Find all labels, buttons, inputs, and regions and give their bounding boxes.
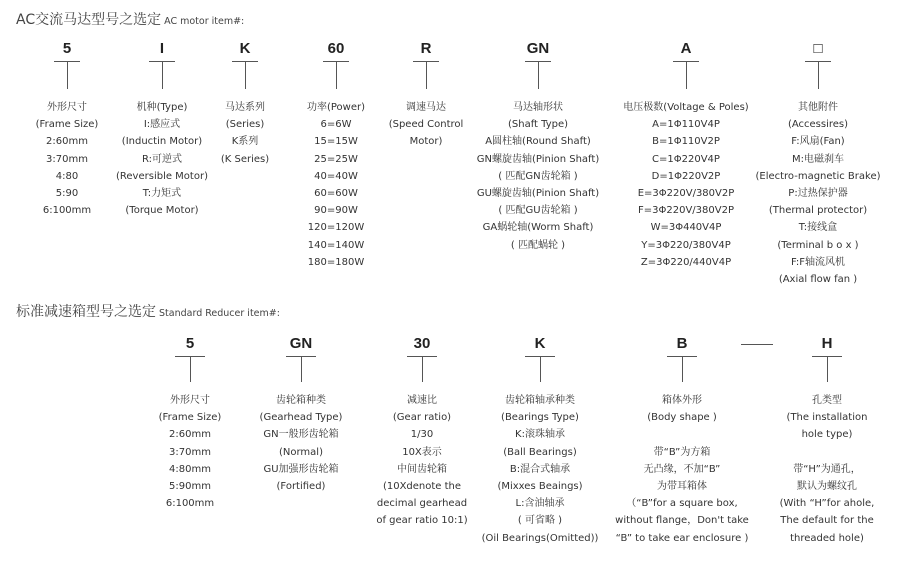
desc-line: F:风扇(Fan) bbox=[791, 136, 845, 148]
reducer-desc-bearings-type bbox=[465, 392, 615, 547]
desc-line: (With “H”for ahole, bbox=[779, 498, 875, 510]
desc-line: GA蜗轮轴(Worm Shaft) bbox=[482, 222, 594, 234]
ac-title-en: AC motor item#: bbox=[164, 16, 245, 27]
desc-line: 带“B”为方箱 bbox=[653, 446, 711, 458]
desc-line: B:混合式轴承 bbox=[509, 463, 571, 475]
desc-line: 3:70mm bbox=[169, 446, 211, 458]
ac-code-shaft-type: GN bbox=[526, 40, 550, 57]
desc-line: 40=40W bbox=[314, 170, 358, 182]
desc-line: (Fortified) bbox=[276, 480, 326, 492]
reducer-title-en: Standard Reducer item#: bbox=[159, 308, 280, 319]
ac-col-shaft-type bbox=[463, 40, 613, 254]
desc-line: M:电磁刹车 bbox=[792, 153, 844, 165]
reducer-bracket-frame-size bbox=[175, 356, 205, 382]
reducer-col-hole-type bbox=[752, 335, 900, 547]
desc-line: A圆柱轴(Round Shaft) bbox=[485, 136, 591, 148]
reducer-desc-body-shape bbox=[607, 392, 757, 547]
desc-line: 6:100mm bbox=[42, 205, 92, 217]
desc-line: C=1Φ220V4P bbox=[652, 153, 720, 165]
ac-col-voltage-poles bbox=[611, 40, 761, 271]
desc-line: (Oil Bearings(Omitted)) bbox=[481, 532, 599, 544]
desc-line: R:可逆式 bbox=[141, 153, 182, 165]
desc-line: 90=90W bbox=[314, 205, 358, 217]
desc-line: P:过热保护器 bbox=[788, 187, 848, 199]
desc-line: 默认为螺纹孔 bbox=[797, 480, 857, 492]
desc-line: (Frame Size) bbox=[158, 412, 222, 424]
reducer-bracket-bearings-type bbox=[525, 356, 555, 382]
desc-line: (Mixxes Beaings) bbox=[497, 480, 583, 492]
desc-line: 4:80mm bbox=[169, 463, 211, 475]
desc-line: Motor) bbox=[409, 136, 443, 148]
desc-line: (Ball Bearings) bbox=[503, 446, 577, 458]
desc-line: 10X表示 bbox=[402, 446, 442, 458]
desc-line: 功率(Power) bbox=[306, 102, 366, 113]
ac-col-accessories bbox=[743, 40, 893, 288]
desc-line: F:F轴流风机 bbox=[790, 256, 846, 268]
reducer-bracket-hole-type bbox=[812, 356, 842, 382]
desc-line: of gear ratio 10:1) bbox=[376, 515, 468, 527]
desc-line: without flange，Don't take bbox=[615, 515, 749, 527]
desc-line: K:滚珠轴承 bbox=[515, 429, 565, 441]
desc-line: T:力矩式 bbox=[142, 187, 182, 199]
desc-line: Z=3Φ220/440V4P bbox=[640, 256, 732, 268]
desc-line: (Inductin Motor) bbox=[121, 136, 203, 148]
desc-line: 齿轮箱种类 bbox=[276, 395, 326, 406]
desc-line: ( 可省略 ) bbox=[517, 515, 563, 527]
desc-line: The default for the bbox=[780, 515, 874, 527]
desc-line: 140=140W bbox=[307, 239, 365, 251]
desc-line: (Frame Size) bbox=[35, 119, 99, 131]
desc-line: 外形尺寸 bbox=[170, 395, 210, 406]
desc-line: 孔类型 bbox=[812, 395, 842, 406]
desc-line: 4:80 bbox=[55, 170, 79, 182]
desc-line: (Bearings Type) bbox=[501, 412, 579, 424]
desc-line: hole type) bbox=[801, 429, 853, 441]
desc-line: 机种(Type) bbox=[136, 102, 188, 113]
reducer-code-gear-ratio: 30 bbox=[413, 335, 431, 352]
reducer-bracket-gearhead-type bbox=[286, 356, 316, 382]
desc-line: (Thermal protector) bbox=[768, 205, 868, 217]
ac-desc-shaft-type bbox=[463, 99, 613, 254]
desc-line: 6:100mm bbox=[165, 498, 215, 510]
ac-code-accessories: □ bbox=[813, 40, 823, 57]
desc-line: “B” to take ear enclosure ) bbox=[615, 532, 749, 544]
desc-line: ( 匹配蜗轮 ) bbox=[510, 239, 566, 251]
desc-line: 其他附件 bbox=[798, 102, 838, 113]
reducer-section-title bbox=[16, 301, 280, 321]
desc-line: K系列 bbox=[231, 136, 259, 148]
desc-line: (K Series) bbox=[220, 153, 270, 165]
desc-line: (Gear ratio) bbox=[392, 412, 452, 424]
reducer-code-gearhead-type: GN bbox=[289, 335, 313, 352]
desc-line: B=1Φ110V2P bbox=[652, 136, 720, 148]
desc-line: (Reversible Motor) bbox=[116, 170, 208, 182]
reducer-col-bearings-type bbox=[465, 335, 615, 547]
ac-bracket-shaft-type bbox=[525, 61, 551, 89]
ac-section-title bbox=[16, 9, 244, 29]
desc-line: GN螺旋齿轴(Pinion Shaft) bbox=[476, 153, 600, 165]
desc-line: (Series) bbox=[225, 119, 265, 131]
desc-line: L:含油轴承 bbox=[515, 498, 565, 510]
desc-line: (Normal) bbox=[279, 446, 323, 458]
desc-line: GN一般形齿轮箱 bbox=[263, 429, 339, 441]
desc-line: 15=15W bbox=[314, 136, 358, 148]
desc-line: 3:70mm bbox=[46, 153, 88, 165]
desc-line: 120=120W bbox=[307, 222, 365, 234]
desc-line: D=1Φ220V2P bbox=[651, 170, 721, 182]
desc-line: T:接线盒 bbox=[798, 222, 838, 234]
desc-line: ( 匹配GN齿轮箱 ) bbox=[498, 170, 578, 182]
desc-line: 调速马达 bbox=[406, 102, 446, 113]
ac-desc-accessories bbox=[743, 99, 893, 288]
desc-line: 外形尺寸 bbox=[47, 102, 87, 113]
desc-line: ( 匹配GU齿轮箱 ) bbox=[498, 205, 578, 217]
desc-line: (Torque Motor) bbox=[125, 205, 199, 217]
desc-line: 6=6W bbox=[320, 119, 352, 131]
reducer-code-bearings-type: K bbox=[534, 335, 546, 352]
desc-line: 60=60W bbox=[314, 187, 358, 199]
desc-line: GU螺旋齿轴(Pinion Shaft) bbox=[476, 187, 600, 199]
desc-line: 5:90mm bbox=[169, 480, 211, 492]
desc-line: 25=25W bbox=[314, 153, 358, 165]
desc-line: 为带耳箱体 bbox=[657, 480, 707, 492]
ac-code-type: I bbox=[159, 40, 165, 57]
ac-bracket-power bbox=[323, 61, 349, 89]
desc-line: 中间齿轮箱 bbox=[397, 463, 447, 475]
ac-code-frame-size: 5 bbox=[62, 40, 72, 57]
ac-bracket-accessories bbox=[805, 61, 831, 89]
desc-line: 180=180W bbox=[307, 256, 365, 268]
reducer-code-frame-size: 5 bbox=[185, 335, 195, 352]
desc-line: 减速比 bbox=[407, 395, 437, 406]
ac-bracket-frame-size bbox=[54, 61, 80, 89]
desc-line: GU加强形齿轮箱 bbox=[263, 463, 339, 475]
ac-code-voltage-poles: A bbox=[680, 40, 692, 57]
ac-code-speed-control: R bbox=[420, 40, 432, 57]
desc-line: F=3Φ220V/380V2P bbox=[638, 205, 734, 217]
desc-line: (Shaft Type) bbox=[507, 119, 569, 131]
ac-code-power: 60 bbox=[327, 40, 345, 57]
desc-line: Y=3Φ220/380V4P bbox=[641, 239, 731, 251]
ac-bracket-series bbox=[232, 61, 258, 89]
desc-line: threaded hole) bbox=[790, 532, 864, 544]
desc-line: (Body shape ) bbox=[647, 412, 717, 424]
desc-line: 马达轴形状 bbox=[513, 102, 563, 113]
reducer-col-body-shape bbox=[607, 335, 757, 547]
desc-line: 2:60mm bbox=[46, 136, 88, 148]
desc-line: 2:60mm bbox=[169, 429, 211, 441]
desc-line: 马达系列 bbox=[225, 102, 265, 113]
desc-line: (The installation bbox=[786, 412, 868, 424]
desc-line: 齿轮箱轴承种类 bbox=[505, 395, 575, 406]
desc-line: (Axial flow fan ) bbox=[778, 273, 858, 285]
desc-line: decimal gearhead bbox=[376, 498, 468, 510]
desc-line: E=3Φ220V/380V2P bbox=[637, 187, 735, 199]
desc-line: (Speed Control bbox=[388, 119, 464, 131]
desc-line: 5:90 bbox=[55, 187, 79, 199]
ac-title-cn: AC交流马达型号之选定 bbox=[16, 12, 162, 28]
desc-line: A=1Φ110V4P bbox=[652, 119, 720, 131]
desc-line bbox=[752, 444, 900, 461]
desc-line: (Accessires) bbox=[787, 119, 849, 131]
desc-line: (Gearhead Type) bbox=[259, 412, 343, 424]
desc-line: 1/30 bbox=[410, 429, 434, 441]
desc-line: (Terminal b o x ) bbox=[777, 239, 859, 251]
ac-code-series: K bbox=[239, 40, 251, 57]
desc-line: 带“H”为通孔， bbox=[793, 463, 861, 475]
ac-bracket-voltage-poles bbox=[673, 61, 699, 89]
reducer-bracket-body-shape bbox=[667, 356, 697, 382]
desc-line: （“B”for a square box, bbox=[626, 498, 738, 510]
desc-line bbox=[607, 426, 757, 443]
reducer-code-hole-type: H bbox=[821, 335, 833, 352]
desc-line: W=3Φ440V4P bbox=[650, 222, 722, 234]
reducer-code-body-shape: B bbox=[676, 335, 688, 352]
desc-line: 无凸缘，不加“B” bbox=[643, 463, 721, 475]
desc-line: 箱体外形 bbox=[662, 395, 702, 406]
desc-line: 电压极数(Voltage & Poles) bbox=[623, 102, 749, 113]
desc-line: I:感应式 bbox=[143, 119, 181, 131]
reducer-title-cn: 标准减速箱型号之选定 bbox=[16, 304, 156, 320]
reducer-desc-hole-type bbox=[752, 392, 900, 547]
reducer-bracket-gear-ratio bbox=[407, 356, 437, 382]
desc-line: (Electro-magnetic Brake) bbox=[755, 170, 881, 182]
ac-desc-voltage-poles bbox=[611, 99, 761, 271]
desc-line: (10Xdenote the bbox=[382, 480, 462, 492]
ac-bracket-speed-control bbox=[413, 61, 439, 89]
